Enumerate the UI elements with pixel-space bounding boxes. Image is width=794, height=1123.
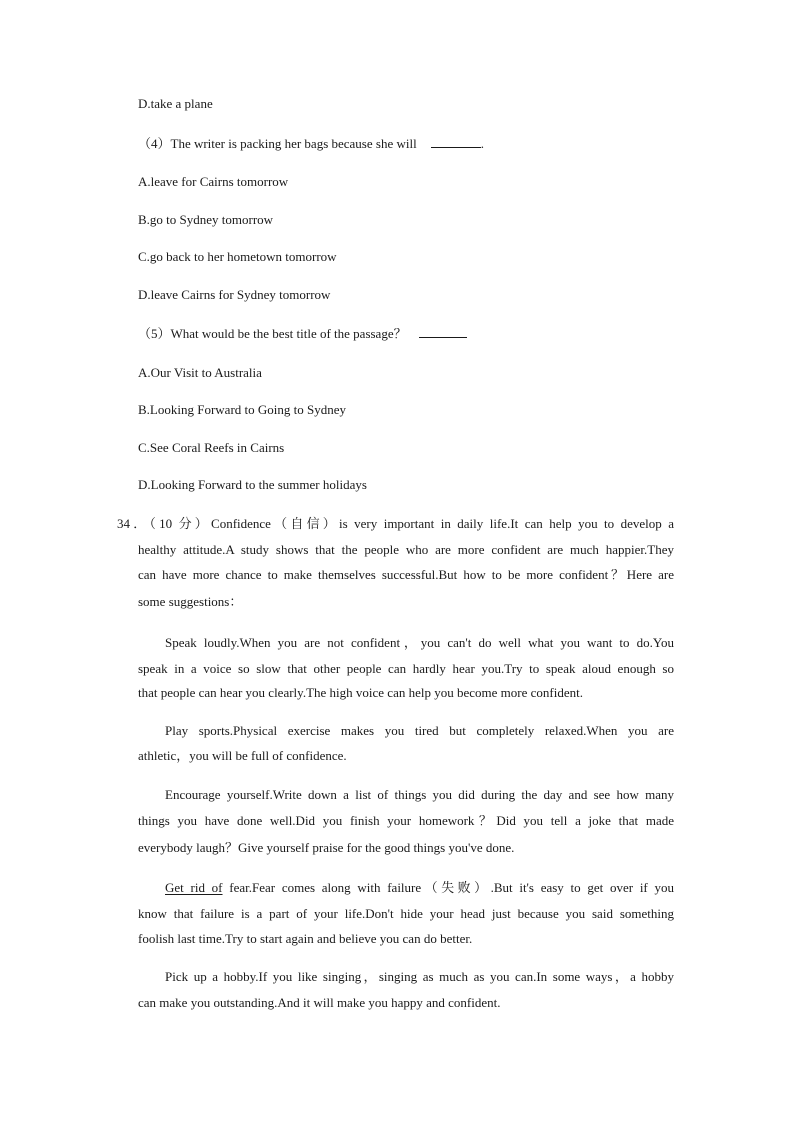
answer-blank xyxy=(419,325,467,338)
p2-line-2: athletic，you will be full of confidence. xyxy=(138,748,347,763)
q4-option-b: B.go to Sydney tomorrow xyxy=(138,212,274,227)
q4-stem-end: . xyxy=(480,136,484,151)
q34-intro-line-1: 34．（10 分）Confidence（自信）is very important in daily life.It can help you to develop a xyxy=(117,516,674,531)
p3-line-1: Encourage yourself.Write down a list of things you did during the day and see how many xyxy=(165,787,674,802)
q4-option-a: A.leave for Cairns tomorrow xyxy=(138,174,289,189)
p3-line-2: things you have done well.Did you finish your homework？Did you tell a joke that made xyxy=(138,813,674,828)
q4-stem xyxy=(138,135,484,152)
p4-line-2: know that failure is a part of your life.Don't hide your head just because you said something xyxy=(138,906,674,921)
p4-line-1 xyxy=(165,880,674,896)
p5-line-2: can make you outstanding.And it will make you happy and confident. xyxy=(138,995,501,1010)
q4-option-c: C.go back to her hometown tomorrow xyxy=(138,249,337,264)
p1-line-3: that people can hear you clearly.The high voice can help you become more confident. xyxy=(138,685,583,700)
q3-option-d: D.take a plane xyxy=(138,96,213,111)
q5-option-c: C.See Coral Reefs in Cairns xyxy=(138,440,285,455)
q5-stem-text: （5）What would be the best title of the passage？ xyxy=(138,326,407,341)
q34-intro-line-4: some suggestions： xyxy=(138,594,243,609)
p4-line-3: foolish last time.Try to start again and believe you can do better. xyxy=(138,931,473,946)
p1-line-1: Speak loudly.When you are not confident，you can't do well what you want to do.You xyxy=(165,635,674,650)
q4-option-d: D.leave Cairns for Sydney tomorrow xyxy=(138,287,331,302)
underlined-phrase: Get rid of xyxy=(165,880,223,895)
answer-blank xyxy=(431,135,481,148)
q5-option-b: B.Looking Forward to Going to Sydney xyxy=(138,402,346,417)
p4-line-1-rest: fear.Fear comes along with failure（失败）.But it's easy to get over if you xyxy=(222,880,674,895)
q5-option-d: D.Looking Forward to the summer holidays xyxy=(138,477,367,492)
q34-intro-line-2: healthy attitude.A study shows that the people who are more confident are much happier.They xyxy=(138,542,674,557)
q5-option-a: A.Our Visit to Australia xyxy=(138,365,262,380)
q34-intro-line-3: can have more chance to make themselves successful.But how to be more confident？Here are xyxy=(138,567,674,582)
q4-stem-text: （4）The writer is packing her bags because she will xyxy=(138,136,417,151)
p1-line-2: speak in a voice so slow that other people can hardly hear you.Try to speak aloud enough so xyxy=(138,661,674,676)
p5-line-1: Pick up a hobby.If you like singing，singing as much as you can.In some ways，a hobby xyxy=(165,969,674,984)
q5-stem xyxy=(138,325,467,342)
p2-line-1: Play sports.Physical exercise makes you tired but completely relaxed.When you are xyxy=(165,723,674,738)
p3-line-3: everybody laugh？Give yourself praise for the good things you've done. xyxy=(138,840,515,855)
